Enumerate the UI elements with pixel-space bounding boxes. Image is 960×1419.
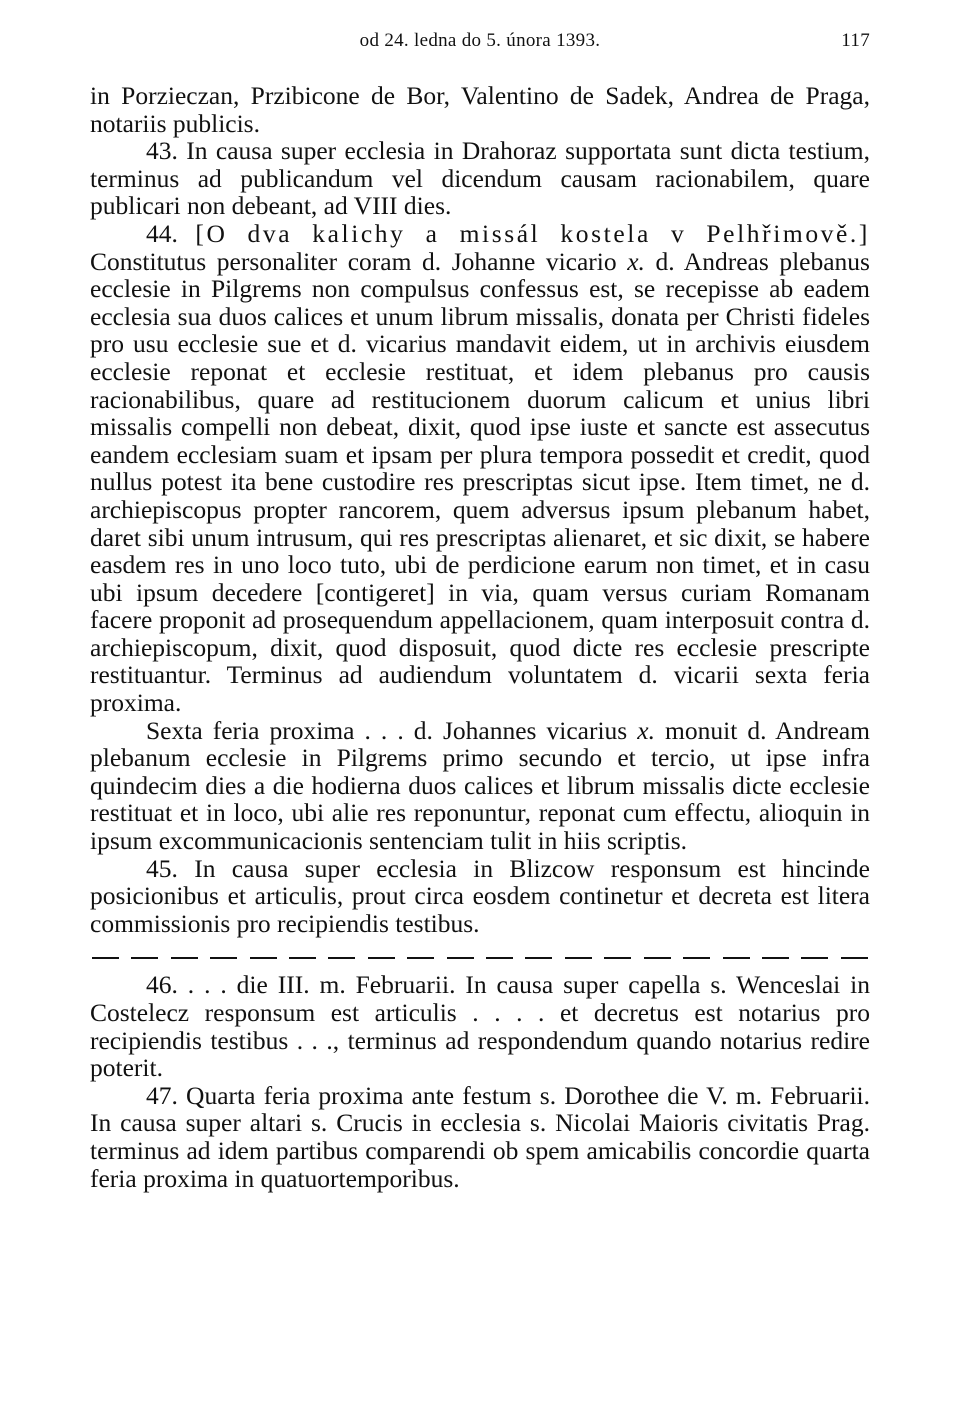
paragraph-43: 43. In causa super ecclesia in Drahoraz supportata sunt dicta testium, terminus ad publicandum vel dicendum causam racionabilem, quare publicari non debeant, ad VIII dies.: [90, 136, 870, 221]
paragraph-45: 45. In causa super ecclesia in Blizcow responsum est hincinde posicionibus et articulis, prout circa eosdem continetur et decreta est litera commissionis pro recipiendis testibus.: [90, 853, 870, 938]
paragraph-sexta-text-b: monuit d. Andream plebanum ecclesie in Pilgrems primo secundo et tercio, ut ipse infra quindecim dies a die hodierna duos calices et librum missalis dicte ecclesie restituat et in loco, ubi alie res reponuntur, reponat cum effectu, alioquin in ipsum excommunicacionis sentenciam tulit in hiis scriptis.: [90, 715, 871, 856]
paragraph-46: 46. . . . die III. m. Februarii. In causa super capella s. Wenceslai in Costelecz responsum est articulis . . . . et decretus est notarius pro recipiendis testibus . . ., terminus ad respondendum quando notarius redire poterit.: [90, 970, 870, 1083]
paragraph-44: [90, 220, 870, 717]
paragraph-sexta-feria: [90, 717, 870, 855]
section-divider: [90, 951, 870, 959]
paragraph-sexta-text-a: Sexta feria proxima . . . d. Johannes vicarius: [146, 715, 628, 745]
abbreviation-x: x.: [637, 715, 655, 745]
page-body: [90, 82, 870, 1192]
running-title: od 24. ledna do 5. února 1393.: [359, 30, 601, 51]
entry-number-44: 44.: [146, 218, 178, 248]
entry-heading-44: [O dva kalichy a missál kostela v Pelhřimově.]: [195, 218, 871, 248]
paragraph-44-text-a: Constitutus personaliter coram d. Johanne vicario: [90, 246, 617, 276]
running-header: [90, 30, 870, 56]
paragraph-47: 47. Quarta feria proxima ante festum s. Dorothee die V. m. Februarii. In causa super altari s. Crucis in ecclesia s. Nicolai Maioris civitatis Prag. terminus ad idem partibus comparendi ob spem amicabilis concordie quarta feria proxima in quatuortemporibus.: [90, 1080, 870, 1193]
paragraph-44-text-b: d. Andreas plebanus ecclesie in Pilgrems non compulsus confessus est, se recepisse ab eadem ecclesia sua duos calices et unum librum missalis, donata per Christi fideles pro usu ecclesie sue et d. vicarius mandavit eidem, ut in archivis eiusdem ecclesie reponat et ecclesie restituat, et idem plebanus pro causis racionabilibus, quare ad restitucionem duorum calicum et unius libri missalis compelli non debeat, dixit, quod ipse iuste et sancte est assecutus eandem ecclesiam suam et ipsam per plura tempora possedit et credit, quod nullus potest ita bene custodire res prescriptas sicut ipse. Item timet, ne d. archiepiscopus propter rancorem, quem adversus ipsum plebanum habet, daret sibi unum intrusum, qui res prescriptas alienaret, et sic dixit, se habere easdem res in uno loco tuto, ubi de perdicione earum non timet, et in casu ubi ipsum decedere [contigeret] in via, quam versus curiam Romanam facere proponit ad prosequendum appellacionem, quam interposuit contra d. archiepiscopum, dixit, quod disposuit, quod dicte res ecclesie prescripte restituantur. Terminus ad audiendum voluntatem d. vicarii sexta feria proxima.: [90, 246, 870, 718]
paragraph-continued: in Porzieczan, Przibicone de Bor, Valentino de Sadek, Andrea de Praga, notariis publicis.: [90, 81, 870, 138]
page-number: 117: [841, 30, 870, 51]
abbreviation-x: x.: [627, 246, 645, 276]
